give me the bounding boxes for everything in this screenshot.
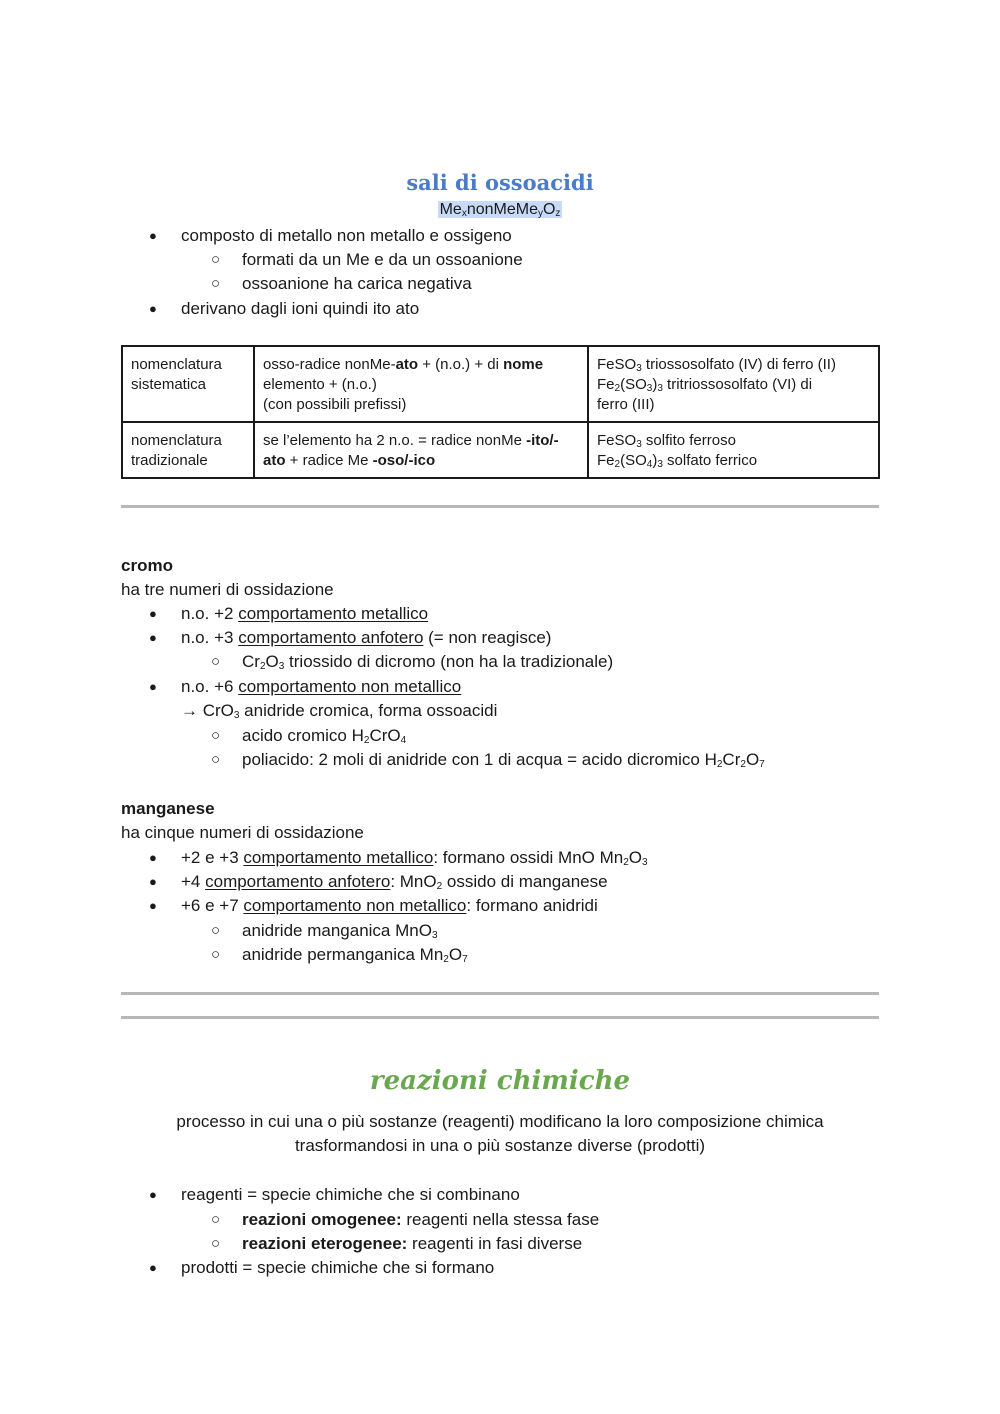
paragraph: ha tre numeri di ossidazione (121, 580, 334, 599)
arrow-note: → CrO$_3$ anidride cromica, forma ossoacidi (181, 701, 498, 721)
list-item: ○ $Cr_2O_3$ triossido di dicromo (non ha la tradizionale) (121, 651, 613, 673)
list-item: ○ ossoanione ha carica negativa (121, 273, 472, 295)
list-item: ○ formati da un Me e da un ossoanione (121, 249, 523, 271)
list-item: ● n.o. +2 comportamento metallico (121, 603, 428, 625)
definition-line: processo in cui una o più sostanze (reagenti) modificano la loro composizione chimica (176, 1112, 824, 1131)
paragraph: ha cinque numeri di ossidazione (121, 823, 364, 842)
list-item: ○ acido cromico $H_2CrO_4$ (121, 725, 406, 747)
table-cell: nomenclatura tradizionale (122, 422, 254, 478)
table-row (122, 422, 879, 478)
table-cell: nomenclatura sistematica (122, 346, 254, 422)
list-item: ● prodotti = specie chimiche che si formano (121, 1257, 494, 1279)
list-item: ● +2 e +3 comportamento metallico: formano ossidi MnO $Mn_2O_3$ (121, 847, 648, 869)
general-formula: $Me_xnonMeMe_yO_z$ (439, 201, 561, 219)
definition-line: trasformandosi in una o più sostanze diverse (prodotti) (294, 1136, 706, 1155)
table-row (122, 346, 879, 422)
list-item: ○ anidride permanganica $Mn_2O_7$ (121, 944, 468, 966)
list-item: ● +4 comportamento anfotero: MnO$_2$ ossido di manganese (121, 871, 608, 893)
table-cell: FeSO$_3$ triossosolfato (IV) di ferro (II) $Fe_2(SO_3)_3$ tritriossosolfato (VI) di ferro (III) (588, 346, 879, 422)
table-cell: osso-radice nonMe-ato + (n.o.) + di nome elemento + (n.o.) (con possibili prefissi) (254, 346, 588, 422)
divider (121, 505, 879, 508)
section-title-reazioni: reazioni chimiche (369, 1066, 631, 1096)
list-item: ● reagenti = specie chimiche che si combinano (121, 1184, 520, 1206)
heading-cromo: cromo (121, 556, 173, 575)
section-title-sali: sali di ossoacidi (406, 170, 594, 195)
list-item: ● n.o. +3 comportamento anfotero (= non reagisce) (121, 627, 551, 649)
list-item: ○ anidride manganica MnO$_3$ (121, 920, 438, 942)
heading-manganese: manganese (121, 799, 215, 818)
list-item: ● derivano dagli ioni quindi ito ato (121, 298, 419, 320)
list-item: ○ reazioni omogenee: reagenti nella stessa fase (121, 1209, 599, 1231)
list-item: ○ reazioni eterogenee: reagenti in fasi diverse (121, 1233, 582, 1255)
divider (121, 1016, 879, 1019)
table-cell: se l’elemento ha 2 n.o. = radice nonMe -ito/-ato + radice Me -oso/-ico (254, 422, 588, 478)
list-item: ● +6 e +7 comportamento non metallico: formano anidridi (121, 895, 598, 917)
list-item: ● composto di metallo non metallo e ossigeno (121, 225, 512, 247)
divider (121, 992, 879, 995)
list-item: ○ poliacido: 2 moli di anidride con 1 di acqua = acido dicromico $H_2Cr_2O_7$ (121, 749, 765, 771)
table-cell: FeSO$_3$ solfito ferroso $Fe_2(SO_4)_3$ solfato ferrico (588, 422, 879, 478)
list-item: ● n.o. +6 comportamento non metallico (121, 676, 461, 698)
nomenclature-table (121, 345, 880, 479)
